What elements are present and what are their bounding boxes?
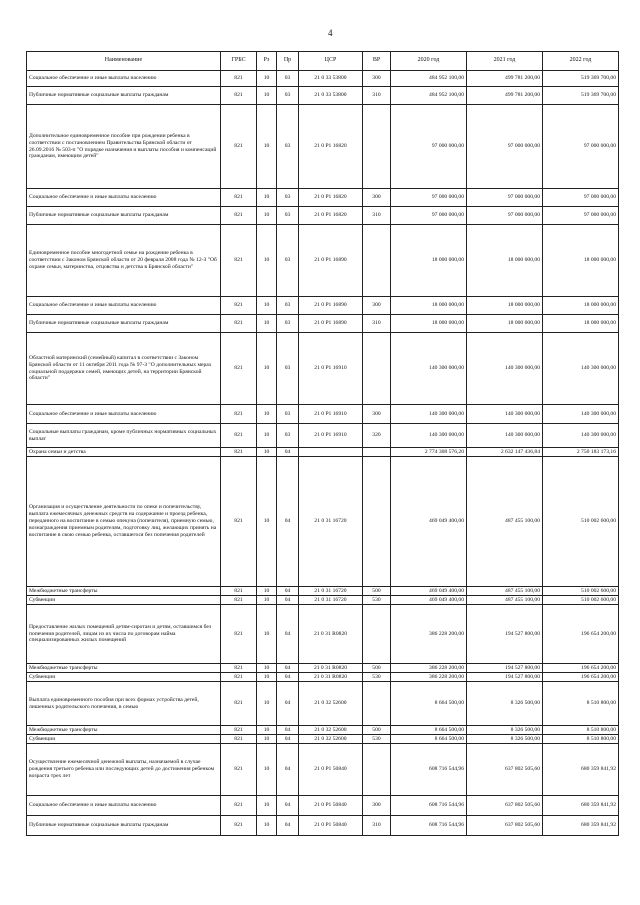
row-vr: 300 [363,189,391,207]
row-name: Охрана семьи и детства [27,448,221,457]
row-grbs: 821 [221,297,257,315]
row-2021: 499 781 200,00 [467,87,543,105]
row-2020: 97 000 000,00 [391,105,467,189]
table-row [27,587,619,596]
row-grbs: 821 [221,105,257,189]
row-vr: 310 [363,87,391,105]
row-csr: 21 0 33 53800 [299,71,363,87]
page-number: 4 [328,28,333,38]
header-grbs: ГРБС [221,52,257,71]
row-rz: 10 [257,225,277,297]
header-2021: 2021 год [467,52,543,71]
table-row [27,189,619,207]
table-row [27,673,619,682]
row-name: Субвенции [27,673,221,682]
row-2021: 18 000 000,00 [467,225,543,297]
row-pr: 04 [277,682,299,726]
row-grbs: 821 [221,673,257,682]
row-name: Социальное обеспечение и иные выплаты населению [27,405,221,424]
header-rz: Рз [257,52,277,71]
row-rz: 10 [257,405,277,424]
row-csr: 21 0 P1 16890 [299,225,363,297]
row-grbs: 821 [221,207,257,225]
row-pr: 03 [277,297,299,315]
table-row [27,816,619,836]
row-2022: 8 510 800,00 [543,735,619,744]
row-rz: 10 [257,457,277,587]
row-csr: 21 0 31 16720 [299,457,363,587]
row-2020: 18 000 000,00 [391,315,467,333]
row-pr: 03 [277,405,299,424]
row-2020: 469 049 400,00 [391,457,467,587]
table-header-row [27,52,619,71]
row-2021: 2 632 147 436,84 [467,448,543,457]
budget-table [26,51,619,836]
row-rz: 10 [257,587,277,596]
row-csr: 21 0 P1 50840 [299,796,363,816]
row-pr: 04 [277,605,299,664]
row-name: Социальное обеспечение и иные выплаты населению [27,796,221,816]
header-vr: ВР [363,52,391,71]
row-csr: 21 0 32 52600 [299,726,363,735]
row-csr: 21 0 P1 16820 [299,207,363,225]
row-rz: 10 [257,105,277,189]
row-name: Социальное обеспечение и иные выплаты населению [27,71,221,87]
row-vr [363,457,391,587]
row-2022: 18 000 000,00 [543,315,619,333]
row-pr: 03 [277,105,299,189]
row-vr: 310 [363,315,391,333]
row-csr: 21 0 P1 16910 [299,405,363,424]
row-pr: 03 [277,71,299,87]
row-vr: 530 [363,596,391,605]
table-row [27,405,619,424]
row-grbs: 821 [221,596,257,605]
row-rz: 10 [257,664,277,673]
table-row [27,424,619,448]
row-csr: 21 0 P1 50840 [299,816,363,836]
row-2022: 519 369 700,00 [543,71,619,87]
row-csr: 21 0 P1 16890 [299,297,363,315]
row-name: Субвенции [27,735,221,744]
row-2022: 140 300 000,00 [543,424,619,448]
row-2020: 386 228 200,00 [391,664,467,673]
row-rz: 10 [257,71,277,87]
row-csr: 21 0 P1 16910 [299,333,363,405]
row-vr [363,448,391,457]
row-pr: 03 [277,189,299,207]
row-pr: 04 [277,457,299,587]
row-vr: 530 [363,673,391,682]
row-grbs: 821 [221,448,257,457]
header-name: Наименование [27,52,221,71]
row-rz: 10 [257,207,277,225]
row-2022: 680 359 841,92 [543,744,619,796]
table-row [27,207,619,225]
row-name: Публичные нормативные социальные выплаты гражданам [27,207,221,225]
row-pr: 03 [277,333,299,405]
row-grbs: 821 [221,735,257,744]
table-row [27,105,619,189]
row-pr: 03 [277,424,299,448]
row-2022: 8 510 800,00 [543,682,619,726]
row-grbs: 821 [221,225,257,297]
row-2020: 18 000 000,00 [391,297,467,315]
header-csr: ЦСР [299,52,363,71]
row-csr: 21 0 31 R0820 [299,605,363,664]
row-rz: 10 [257,424,277,448]
row-csr: 21 0 31 16720 [299,596,363,605]
row-pr: 04 [277,664,299,673]
row-2022: 519 369 700,00 [543,87,619,105]
row-2022: 2 750 183 173,16 [543,448,619,457]
row-rz: 10 [257,448,277,457]
row-grbs: 821 [221,189,257,207]
row-2020: 608 716 544,96 [391,744,467,796]
row-2021: 194 527 800,00 [467,664,543,673]
table-row [27,726,619,735]
row-csr: 21 0 P1 16820 [299,105,363,189]
row-2021: 499 781 200,00 [467,71,543,87]
row-2021: 637 802 505,60 [467,816,543,836]
row-2020: 484 952 100,00 [391,87,467,105]
row-vr [363,225,391,297]
row-pr: 04 [277,796,299,816]
row-2020: 140 300 000,00 [391,405,467,424]
row-2020: 469 049 400,00 [391,587,467,596]
row-rz: 10 [257,682,277,726]
row-grbs: 821 [221,605,257,664]
table-row [27,87,619,105]
row-2022: 140 300 000,00 [543,405,619,424]
row-csr: 21 0 31 16720 [299,587,363,596]
row-rz: 10 [257,189,277,207]
row-vr [363,333,391,405]
row-csr [299,448,363,457]
row-vr: 300 [363,297,391,315]
row-2020: 8 664 500,00 [391,682,467,726]
row-2021: 637 802 505,60 [467,796,543,816]
row-2022: 97 000 000,00 [543,105,619,189]
row-name: Дополнительное единовременное пособие при рождении ребенка в соответствии с постановлением Правительства Брянской области от 26.09.2016 № 503-п "О порядке назначения и выплаты пособия и компенсаций гражданам, имеющим детей" [27,105,221,189]
row-2020: 484 952 100,00 [391,71,467,87]
row-2020: 608 716 544,96 [391,816,467,836]
row-2020: 608 716 544,96 [391,796,467,816]
row-grbs: 821 [221,587,257,596]
table-row [27,315,619,333]
row-pr: 04 [277,587,299,596]
row-csr: 21 0 P1 16890 [299,315,363,333]
row-rz: 10 [257,297,277,315]
row-2021: 8 326 500,00 [467,682,543,726]
row-rz: 10 [257,596,277,605]
row-csr: 21 0 31 R0820 [299,664,363,673]
row-rz: 10 [257,87,277,105]
row-name: Предоставление жилых помещений детям-сиротам и детям, оставшимся без попечения родителей, лицам из их числа по договорам найма специализированных жилых помещений [27,605,221,664]
table-row [27,225,619,297]
header-pr: Пр [277,52,299,71]
table-row [27,596,619,605]
row-vr: 300 [363,405,391,424]
row-grbs: 821 [221,333,257,405]
row-name: Социальное обеспечение и иные выплаты населению [27,297,221,315]
row-name: Социальное обеспечение и иные выплаты населению [27,189,221,207]
row-2020: 97 000 000,00 [391,189,467,207]
row-rz: 10 [257,333,277,405]
row-2020: 140 300 000,00 [391,333,467,405]
row-2022: 680 359 841,92 [543,796,619,816]
table-row [27,605,619,664]
row-2022: 196 654 200,00 [543,664,619,673]
row-grbs: 821 [221,744,257,796]
row-2022: 196 654 200,00 [543,605,619,664]
row-grbs: 821 [221,87,257,105]
row-grbs: 821 [221,457,257,587]
row-vr: 300 [363,71,391,87]
row-name: Публичные нормативные социальные выплаты гражданам [27,816,221,836]
row-name: Публичные нормативные социальные выплаты гражданам [27,315,221,333]
row-2021: 8 326 500,00 [467,726,543,735]
table-row [27,297,619,315]
row-pr: 04 [277,744,299,796]
row-vr: 500 [363,664,391,673]
row-vr [363,744,391,796]
row-2022: 680 359 841,92 [543,816,619,836]
row-pr: 04 [277,448,299,457]
row-vr: 300 [363,796,391,816]
row-pr: 04 [277,816,299,836]
row-grbs: 821 [221,726,257,735]
table-row [27,682,619,726]
row-pr: 04 [277,596,299,605]
row-2021: 194 527 800,00 [467,673,543,682]
row-name: Областной материнский (семейный) капитал в соответствии с Законом Брянской области от 11 октября 2011 года № 97-З "О дополнительных мерах социальной поддержки семей, имеющих детей, на территории Брянской области" [27,333,221,405]
row-name: Выплата единовременного пособия при всех формах устройства детей, лишенных родительского попечения, в семью [27,682,221,726]
table-row [27,796,619,816]
row-grbs: 821 [221,664,257,673]
row-grbs: 821 [221,424,257,448]
row-2021: 194 527 800,00 [467,605,543,664]
row-rz: 10 [257,673,277,682]
row-2020: 140 300 000,00 [391,424,467,448]
row-2022: 97 000 000,00 [543,207,619,225]
row-2021: 97 000 000,00 [467,105,543,189]
row-rz: 10 [257,796,277,816]
row-2020: 97 000 000,00 [391,207,467,225]
row-csr: 21 0 32 52600 [299,735,363,744]
row-name: Межбюджетные трансферты [27,587,221,596]
row-2021: 18 000 000,00 [467,315,543,333]
row-pr: 03 [277,315,299,333]
row-2021: 487 455 100,00 [467,457,543,587]
row-csr: 21 0 31 R0820 [299,673,363,682]
header-2022: 2022 год [543,52,619,71]
row-2020: 8 664 500,00 [391,726,467,735]
header-2020: 2020 год [391,52,467,71]
row-2020: 18 000 000,00 [391,225,467,297]
table-row [27,448,619,457]
row-vr [363,105,391,189]
row-vr: 310 [363,207,391,225]
row-csr: 21 0 32 52600 [299,682,363,726]
row-2020: 386 228 200,00 [391,673,467,682]
row-pr: 04 [277,735,299,744]
row-pr: 04 [277,726,299,735]
row-2022: 510 002 600,00 [543,457,619,587]
table-row [27,664,619,673]
row-name: Межбюджетные трансферты [27,664,221,673]
row-2021: 8 326 500,00 [467,735,543,744]
row-csr: 21 0 P1 50840 [299,744,363,796]
row-2021: 140 300 000,00 [467,333,543,405]
row-2022: 18 000 000,00 [543,297,619,315]
row-vr: 500 [363,726,391,735]
row-name: Организация и осуществление деятельности по опеке и попечительству, выплата ежемесячных денежных средств на содержание и проезд ребенка, переданного на воспитание в семью опекуна (попечителя), приемную семью, вознаграждения приемным родителям, подготовку лиц, желающих принять на воспитание в свою семью ребенка, оставшегося без попечения родителей [27,457,221,587]
row-2021: 97 000 000,00 [467,207,543,225]
row-grbs: 821 [221,682,257,726]
row-vr: 320 [363,424,391,448]
row-rz: 10 [257,726,277,735]
row-2022: 510 002 600,00 [543,596,619,605]
row-2021: 140 300 000,00 [467,424,543,448]
row-name: Социальные выплаты гражданам, кроме публичных нормативных социальных выплат [27,424,221,448]
row-grbs: 821 [221,405,257,424]
table-row [27,735,619,744]
row-name: Осуществление ежемесячной денежной выплаты, назначаемой в случае рождения третьего ребенка или последующих детей до достижения ребенком возраста трех лет [27,744,221,796]
row-name: Публичные нормативные социальные выплаты гражданам [27,87,221,105]
row-2022: 196 654 200,00 [543,673,619,682]
row-csr: 21 0 P1 16820 [299,189,363,207]
row-rz: 10 [257,605,277,664]
row-name: Субвенции [27,596,221,605]
row-2022: 8 510 800,00 [543,726,619,735]
row-rz: 10 [257,315,277,333]
row-csr: 21 0 33 53800 [299,87,363,105]
row-2022: 97 000 000,00 [543,189,619,207]
row-2021: 487 455 100,00 [467,587,543,596]
row-grbs: 821 [221,315,257,333]
row-2020: 2 774 308 576,20 [391,448,467,457]
row-2020: 8 664 500,00 [391,735,467,744]
row-grbs: 821 [221,796,257,816]
row-vr: 500 [363,587,391,596]
row-2021: 140 300 000,00 [467,405,543,424]
row-2020: 386 228 200,00 [391,605,467,664]
table-row [27,744,619,796]
row-name: Единовременное пособие многодетной семье на рождение ребенка в соответствии с Законом Брянской области от 20 февраля 2008 года № 12-З "Об охране семьи, материнства, отцовства и детства в Брянской области" [27,225,221,297]
row-pr: 03 [277,87,299,105]
table-row [27,333,619,405]
row-pr: 03 [277,225,299,297]
table-row [27,71,619,87]
row-2021: 97 000 000,00 [467,189,543,207]
row-pr: 03 [277,207,299,225]
row-2021: 487 455 100,00 [467,596,543,605]
row-rz: 10 [257,744,277,796]
row-vr: 310 [363,816,391,836]
row-grbs: 821 [221,816,257,836]
row-2021: 18 000 000,00 [467,297,543,315]
row-2021: 637 802 505,60 [467,744,543,796]
row-rz: 10 [257,816,277,836]
row-2022: 140 300 000,00 [543,333,619,405]
row-name: Межбюджетные трансферты [27,726,221,735]
row-rz: 10 [257,735,277,744]
row-2022: 510 002 600,00 [543,587,619,596]
row-csr: 21 0 P1 16910 [299,424,363,448]
row-pr: 04 [277,673,299,682]
row-grbs: 821 [221,71,257,87]
table-row [27,457,619,587]
row-2022: 18 000 000,00 [543,225,619,297]
row-2020: 469 049 400,00 [391,596,467,605]
row-vr: 530 [363,735,391,744]
row-vr [363,682,391,726]
row-vr [363,605,391,664]
